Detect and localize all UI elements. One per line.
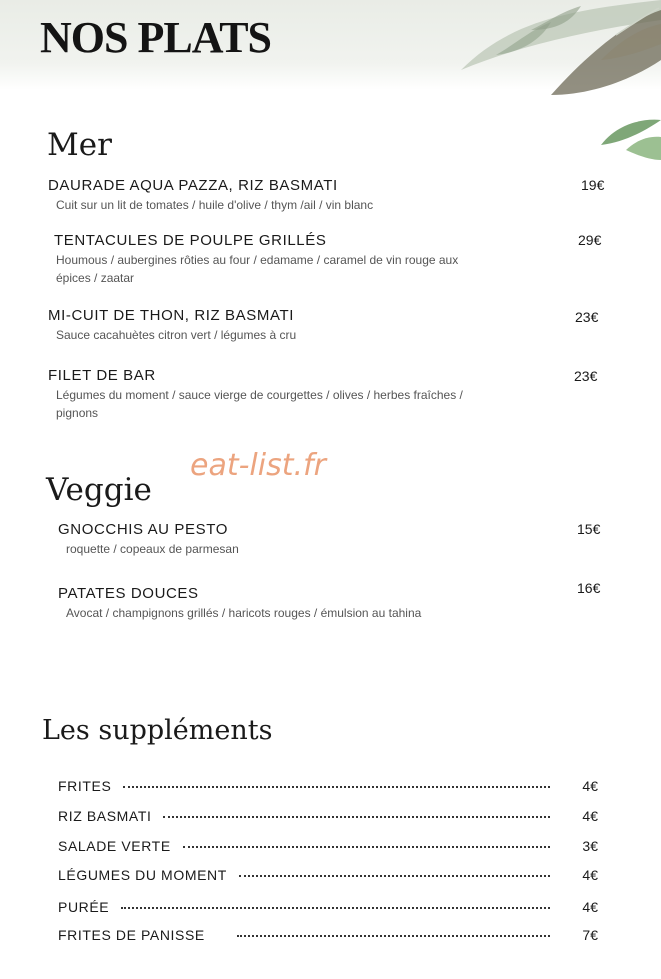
dotted-leader: [239, 875, 550, 877]
supplement-price: 7€: [582, 927, 598, 943]
supplement-price: 4€: [582, 808, 598, 824]
menu-item-price: 19€: [581, 177, 605, 193]
menu-item: [48, 176, 608, 214]
menu-item-name: FILET DE BAR: [48, 367, 156, 384]
menu-item-price: 15€: [577, 521, 601, 537]
section-title-mer: Mer: [47, 127, 112, 163]
supplement-name: RIZ BASMATI: [58, 808, 152, 824]
supplement-name: SALADE VERTE: [58, 838, 171, 854]
menu-item: [58, 584, 618, 622]
supplement-row: [58, 864, 598, 886]
menu-item-description: Sauce cacahuètes citron vert / légumes à cru: [56, 328, 297, 342]
menu-item-price: 23€: [574, 368, 598, 384]
section-title-veggie: Veggie: [46, 472, 152, 508]
menu-item-name: MI-CUIT DE THON, RIZ BASMATI: [48, 307, 294, 324]
menu-item-description: Cuit sur un lit de tomates / huile d'olive / thym /ail / vin blanc: [56, 198, 374, 212]
supplement-name: LÉGUMES DU MOMENT: [58, 867, 227, 883]
supplement-name: PURÉE: [58, 899, 110, 915]
page-title: NOS PLATS: [40, 13, 272, 62]
menu-item-name: GNOCCHIS AU PESTO: [58, 521, 228, 538]
supplement-row: [58, 775, 598, 797]
supplement-price: 4€: [582, 899, 598, 915]
dotted-leader: [163, 816, 550, 818]
dotted-leader: [237, 935, 550, 937]
supplement-name: FRITES DE PANISSE: [58, 927, 205, 943]
supplement-name: FRITES: [58, 778, 112, 794]
supplement-row: [58, 896, 598, 918]
menu-item-price: 29€: [578, 232, 602, 248]
supplement-price: 4€: [582, 778, 598, 794]
menu-item: [58, 520, 618, 558]
supplement-row: [58, 805, 598, 827]
leaf-decoration-icon: [401, 0, 661, 175]
watermark: eat-list.fr: [190, 448, 326, 483]
menu-item: [48, 306, 608, 344]
supplement-row: [58, 924, 598, 946]
menu-item: [48, 366, 608, 422]
menu-item-name: TENTACULES DE POULPE GRILLÉS: [54, 232, 327, 249]
supplement-price: 3€: [582, 838, 598, 854]
menu-item-description: Légumes du moment / sauce vierge de courgettes / olives / herbes fraîches / pignons: [56, 388, 463, 420]
menu-item: [54, 231, 614, 287]
menu-item-description: Avocat / champignons grillés / haricots rouges / émulsion au tahina: [66, 606, 422, 620]
menu-item-price: 23€: [575, 309, 599, 325]
menu-item-name: DAURADE AQUA PAZZA, RIZ BASMATI: [48, 177, 338, 194]
supplement-price: 4€: [582, 867, 598, 883]
section-title-supplements: Les suppléments: [42, 715, 273, 746]
menu-item-price: 16€: [577, 580, 601, 596]
dotted-leader: [121, 907, 550, 909]
dotted-leader: [183, 846, 550, 848]
dotted-leader: [123, 786, 550, 788]
supplement-row: [58, 835, 598, 857]
menu-item-description: roquette / copeaux de parmesan: [66, 542, 239, 556]
menu-item-name: PATATES DOUCES: [58, 585, 199, 602]
menu-item-description: Houmous / aubergines rôties au four / edamame / caramel de vin rouge aux épices / zaatar: [56, 253, 459, 285]
